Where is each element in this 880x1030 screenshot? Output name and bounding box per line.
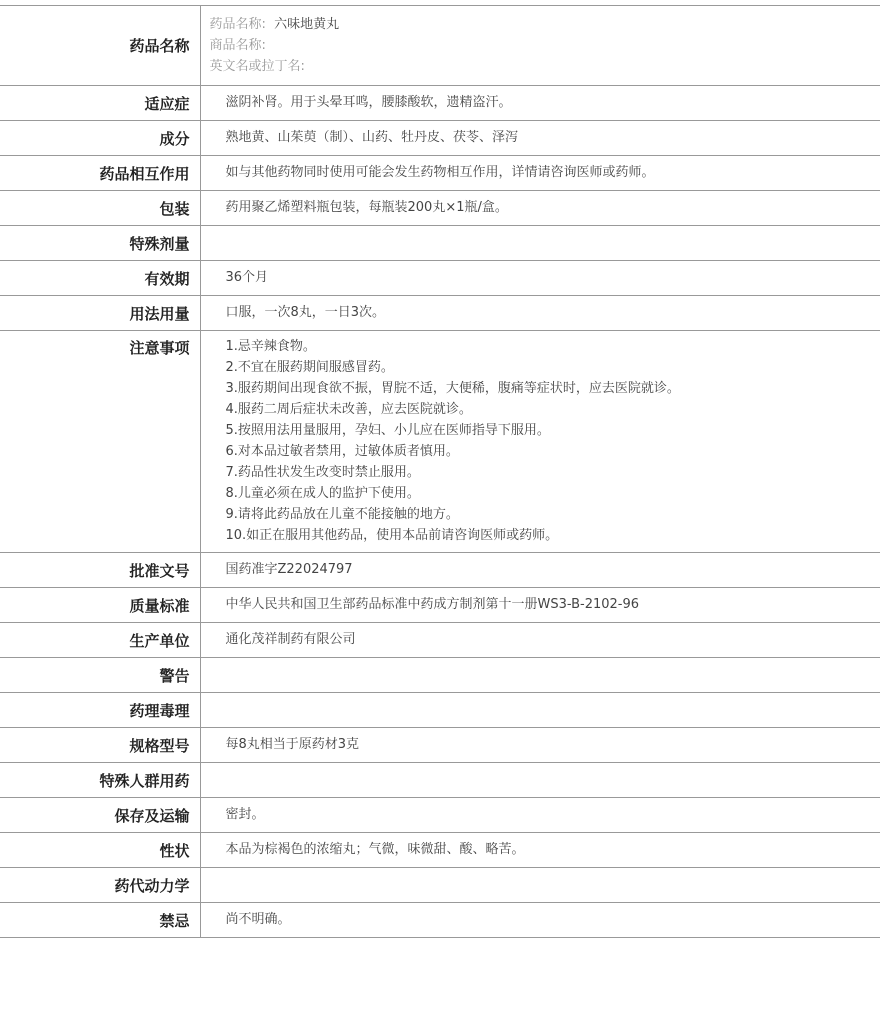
spec-value xyxy=(200,868,880,903)
note-item: 5.按照用法用量服用，孕妇、小儿应在医师指导下服用。 xyxy=(225,423,550,438)
spec-label: 批准文号 xyxy=(0,553,200,588)
spec-label: 特殊剂量 xyxy=(0,226,200,261)
spec-row xyxy=(0,833,880,868)
spec-label: 成分 xyxy=(0,121,200,156)
spec-value: 中华人民共和国卫生部药品标准中药成方制剂第十一册WS3-B-2102-96 xyxy=(200,588,880,623)
spec-row-notes xyxy=(0,331,880,553)
spec-value: 本品为棕褐色的浓缩丸；气微，味微甜、酸、略苦。 xyxy=(200,833,880,868)
spec-label: 药品相互作用 xyxy=(0,156,200,191)
spec-value xyxy=(200,658,880,693)
spec-row xyxy=(0,623,880,658)
generic-name-value: 六味地黄丸 xyxy=(274,17,340,32)
spec-label: 有效期 xyxy=(0,261,200,296)
spec-value: 每8丸相当于原药材3克 xyxy=(200,728,880,763)
spec-row xyxy=(0,658,880,693)
spec-row xyxy=(0,903,880,938)
spec-row xyxy=(0,261,880,296)
note-item: 6.对本品过敏者禁用，过敏体质者慎用。 xyxy=(225,444,459,459)
note-item: 1.忌辛辣食物。 xyxy=(225,339,316,354)
note-item: 4.服药二周后症状未改善，应去医院就诊。 xyxy=(225,402,472,417)
spec-label: 药代动力学 xyxy=(0,868,200,903)
spec-label: 警告 xyxy=(0,658,200,693)
note-item: 3.服药期间出现食欲不振，胃脘不适，大便稀，腹痛等症状时，应去医院就诊。 xyxy=(225,381,680,396)
drug-spec-table xyxy=(0,5,880,938)
spec-value: 尚不明确。 xyxy=(200,903,880,938)
spec-value xyxy=(200,226,880,261)
note-item: 8.儿童必须在成人的监护下使用。 xyxy=(225,486,420,501)
spec-value: 口服，一次8丸，一日3次。 xyxy=(200,296,880,331)
spec-value: 36个月 xyxy=(200,261,880,296)
spec-value: 通化茂祥制药有限公司 xyxy=(200,623,880,658)
generic-name-label: 药品名称: xyxy=(209,17,266,32)
spec-value: 如与其他药物同时使用可能会发生药物相互作用，详情请咨询医师或药师。 xyxy=(200,156,880,191)
spec-label: 注意事项 xyxy=(0,331,200,553)
note-item: 10.如正在服用其他药品，使用本品前请咨询医师或药师。 xyxy=(225,528,559,543)
spec-row xyxy=(0,191,880,226)
spec-row xyxy=(0,588,880,623)
spec-value: 密封。 xyxy=(200,798,880,833)
spec-label: 特殊人群用药 xyxy=(0,763,200,798)
spec-row xyxy=(0,868,880,903)
spec-value xyxy=(200,763,880,798)
spec-value: 药用聚乙烯塑料瓶包装，每瓶装200丸×1瓶/盒。 xyxy=(200,191,880,226)
spec-row xyxy=(0,121,880,156)
spec-label: 性状 xyxy=(0,833,200,868)
spec-value: 国药准字Z22024797 xyxy=(200,553,880,588)
spec-label: 药品名称 xyxy=(0,6,200,86)
spec-value xyxy=(200,6,880,86)
spec-label: 禁忌 xyxy=(0,903,200,938)
spec-row xyxy=(0,693,880,728)
spec-label: 用法用量 xyxy=(0,296,200,331)
spec-label: 保存及运输 xyxy=(0,798,200,833)
spec-label: 质量标准 xyxy=(0,588,200,623)
spec-row xyxy=(0,728,880,763)
note-item: 9.请将此药品放在儿童不能接触的地方。 xyxy=(225,507,459,522)
spec-row xyxy=(0,86,880,121)
spec-value: 熟地黄、山茱萸（制）、山药、牡丹皮、茯苓、泽泻 xyxy=(200,121,880,156)
spec-label: 生产单位 xyxy=(0,623,200,658)
spec-label: 适应症 xyxy=(0,86,200,121)
spec-row xyxy=(0,156,880,191)
notes-list xyxy=(200,331,880,553)
spec-row-drug-name xyxy=(0,6,880,86)
spec-row xyxy=(0,553,880,588)
spec-label: 包装 xyxy=(0,191,200,226)
generic-name-line xyxy=(210,14,880,35)
note-item: 2.不宜在服药期间服感冒药。 xyxy=(225,360,394,375)
spec-label: 药理毒理 xyxy=(0,693,200,728)
english-name-label: 英文名或拉丁名: xyxy=(209,59,305,74)
spec-label: 规格型号 xyxy=(0,728,200,763)
trade-name-label: 商品名称: xyxy=(209,38,266,53)
spec-row xyxy=(0,226,880,261)
spec-value xyxy=(200,693,880,728)
spec-row xyxy=(0,798,880,833)
spec-value: 滋阴补肾。用于头晕耳鸣，腰膝酸软，遗精盗汗。 xyxy=(200,86,880,121)
spec-row xyxy=(0,763,880,798)
note-item: 7.药品性状发生改变时禁止服用。 xyxy=(225,465,420,480)
spec-row xyxy=(0,296,880,331)
